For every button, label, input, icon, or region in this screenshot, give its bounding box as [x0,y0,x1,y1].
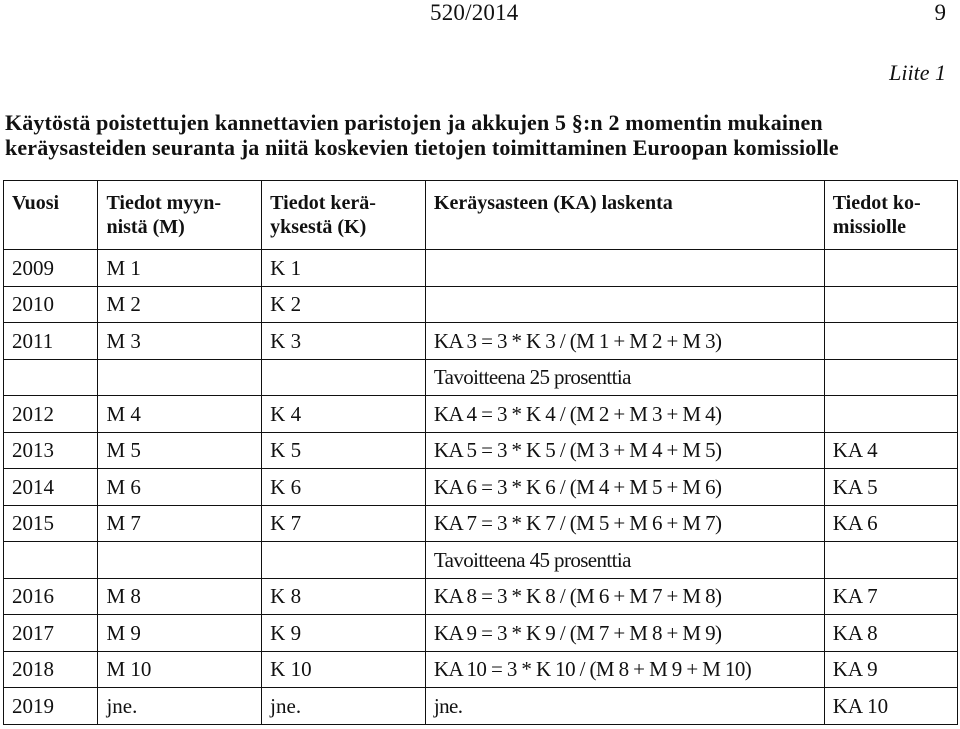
year-cell [4,359,98,396]
sales-cell: M 3 [98,323,262,360]
calculation-cell: KA 4 = 3 * K 4 / (M 2 + M 3 + M 4) [425,396,824,433]
sales-cell: M 10 [98,651,262,688]
year-cell: 2019 [4,688,98,725]
commission-cell: KA 7 [824,578,957,615]
collection-cell [262,359,426,396]
appendix-label: Liite 1 [889,60,946,85]
table-row [4,469,958,506]
sales-cell: jne. [98,688,262,725]
table-header-row [4,181,958,250]
header-commission-data: Tiedot ko-missiolle [824,181,957,250]
sales-cell: M 7 [98,505,262,542]
year-cell: 2015 [4,505,98,542]
sales-cell: M 5 [98,432,262,469]
commission-cell [824,542,957,579]
commission-cell [824,250,957,287]
year-cell: 2009 [4,250,98,287]
year-cell: 2013 [4,432,98,469]
calculation-cell: KA 8 = 3 * K 8 / (M 6 + M 7 + M 8) [425,578,824,615]
sales-cell: M 1 [98,250,262,287]
page-number: 9 [934,0,946,25]
table-row [4,359,958,396]
table-row [4,323,958,360]
calculation-cell: Tavoitteena 25 prosenttia [425,359,824,396]
sales-cell [98,359,262,396]
year-cell: 2016 [4,578,98,615]
table-row [4,432,958,469]
commission-cell: KA 5 [824,469,957,506]
calculation-cell: KA 6 = 3 * K 6 / (M 4 + M 5 + M 6) [425,469,824,506]
table-row [4,542,958,579]
collection-cell: K 1 [262,250,426,287]
collection-cell: K 3 [262,323,426,360]
calculation-cell: jne. [425,688,824,725]
table-row [4,250,958,287]
table-row [4,396,958,433]
calculation-cell: Tavoitteena 45 prosenttia [425,542,824,579]
table-row [4,688,958,725]
year-cell: 2012 [4,396,98,433]
commission-cell [824,323,957,360]
collection-cell: K 7 [262,505,426,542]
calculation-cell: KA 3 = 3 * K 3 / (M 1 + M 2 + M 3) [425,323,824,360]
header-sales-data: Tiedot myyn-nistä (M) [98,181,262,250]
header-collection-data: Tiedot kerä-yksestä (K) [262,181,426,250]
year-cell: 2010 [4,286,98,323]
commission-cell [824,286,957,323]
sales-cell: M 6 [98,469,262,506]
collection-rate-table [3,180,958,725]
collection-cell: jne. [262,688,426,725]
year-cell: 2014 [4,469,98,506]
title-line-2: keräysasteiden seuranta ja niitä koskevien tietojen toimittaminen Euroopan komissiolle [5,135,839,160]
sales-cell: M 8 [98,578,262,615]
collection-cell: K 9 [262,615,426,652]
calculation-cell [425,250,824,287]
commission-cell: KA 6 [824,505,957,542]
table-body [4,250,958,725]
header-year: Vuosi [4,181,98,250]
year-cell: 2017 [4,615,98,652]
table-row [4,615,958,652]
calculation-cell: KA 9 = 3 * K 9 / (M 7 + M 8 + M 9) [425,615,824,652]
commission-cell: KA 8 [824,615,957,652]
year-cell [4,542,98,579]
collection-cell: K 2 [262,286,426,323]
year-cell: 2018 [4,651,98,688]
document-number: 520/2014 [430,0,519,25]
table-row [4,505,958,542]
sales-cell [98,542,262,579]
collection-cell: K 5 [262,432,426,469]
commission-cell: KA 4 [824,432,957,469]
commission-cell [824,359,957,396]
sales-cell: M 2 [98,286,262,323]
calculation-cell: KA 5 = 3 * K 5 / (M 3 + M 4 + M 5) [425,432,824,469]
sales-cell: M 4 [98,396,262,433]
year-cell: 2011 [4,323,98,360]
commission-cell [824,396,957,433]
collection-cell: K 4 [262,396,426,433]
table-row [4,651,958,688]
collection-cell: K 6 [262,469,426,506]
header-rate-calculation: Keräysasteen (KA) laskenta [425,181,824,250]
commission-cell: KA 10 [824,688,957,725]
collection-cell: K 10 [262,651,426,688]
table-row [4,578,958,615]
collection-cell [262,542,426,579]
table-row [4,286,958,323]
title-line-1: Käytöstä poistettujen kannettavien paristojen ja akkujen 5 §:n 2 momentin mukainen [5,110,823,135]
calculation-cell [425,286,824,323]
sales-cell: M 9 [98,615,262,652]
calculation-cell: KA 7 = 3 * K 7 / (M 5 + M 6 + M 7) [425,505,824,542]
commission-cell: KA 9 [824,651,957,688]
document-title [5,110,957,160]
collection-cell: K 8 [262,578,426,615]
calculation-cell: KA 10 = 3 * K 10 / (M 8 + M 9 + M 10) [425,651,824,688]
